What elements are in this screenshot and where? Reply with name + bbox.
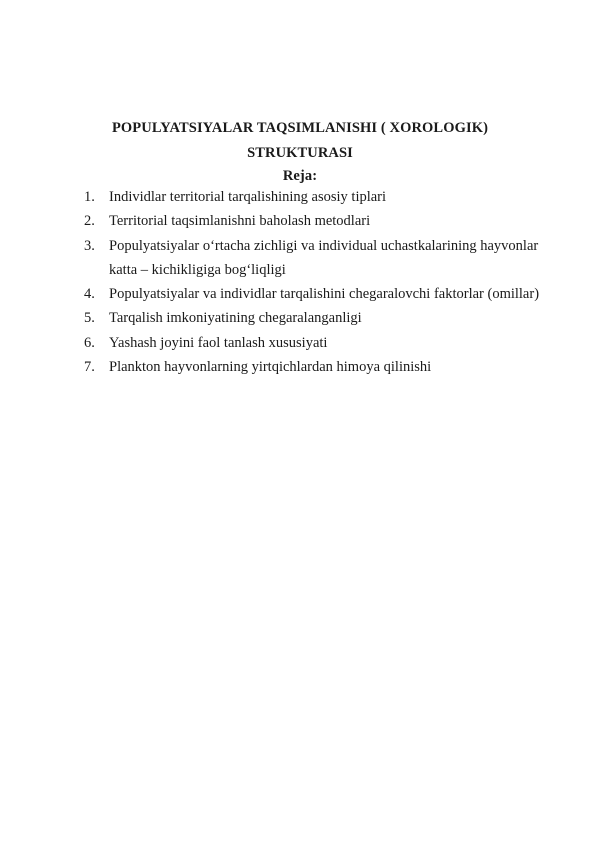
document-title-line-2: STRUKTURASI — [247, 145, 353, 161]
plan-item-number: 3. — [84, 237, 95, 254]
plan-item-4 — [84, 282, 554, 306]
plan-item-text: Plankton hayvonlarning yirtqichlardan himoya qilinishi — [109, 359, 432, 376]
plan-list — [84, 185, 554, 379]
plan-heading: Reja: — [282, 168, 318, 184]
plan-item-6 — [84, 331, 554, 355]
plan-item-5 — [84, 306, 554, 330]
plan-item-number: 7. — [84, 359, 95, 376]
plan-item-text: Populyatsiyalar va individlar tarqalishini chegaralovchi faktorlar (omillar) — [109, 286, 540, 303]
plan-item-number: 2. — [84, 213, 95, 230]
plan-item-2 — [84, 209, 554, 233]
plan-item-number: 4. — [84, 286, 95, 303]
plan-item-number: 5. — [84, 310, 95, 327]
plan-item-text: Territorial taqsimlanishni baholash metodlari — [109, 213, 371, 230]
plan-item-1 — [84, 185, 554, 209]
plan-item-text: Individlar territorial tarqalishining asosiy tiplari — [109, 189, 387, 205]
plan-item-text: Tarqalish imkoniyatining chegaralanganligi — [109, 310, 362, 327]
plan-item-number: 6. — [84, 334, 95, 351]
plan-item-text: Populyatsiyalar o‘rtacha zichligi va individual uchastkalarining hayvonlar katta – kichikligiga bog‘liqligi — [109, 237, 539, 278]
plan-item-number: 1. — [84, 189, 95, 205]
document-title-line-1: POPULYATSIYALAR TAQSIMLANISHI ( XOROLOGIK) — [111, 120, 489, 136]
plan-item-text: Yashash joyini faol tanlash xususiyati — [109, 334, 328, 351]
plan-item-7 — [84, 355, 554, 379]
plan-item-3 — [84, 234, 554, 283]
